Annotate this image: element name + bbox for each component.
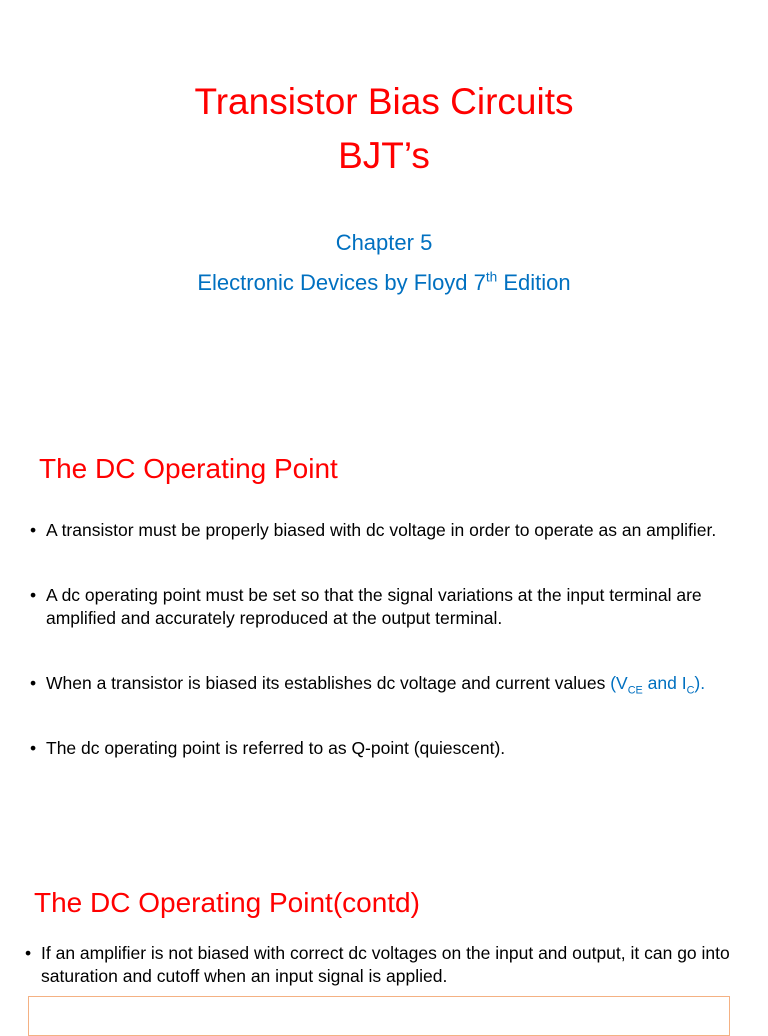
bullet-item bbox=[30, 519, 746, 542]
formula-sub-ce: CE bbox=[627, 684, 643, 697]
book-title-suffix: Edition bbox=[497, 270, 571, 295]
book-title-sup: th bbox=[485, 269, 498, 285]
bullet-item bbox=[30, 672, 746, 695]
formula-paren: (V bbox=[610, 673, 628, 693]
bullet-text: A dc operating point must be set so that the signal variations at the input terminal are amplified and accurately reproduced at the output terminal. bbox=[46, 585, 702, 628]
formula-sub-c: C bbox=[686, 684, 695, 697]
bullet-item bbox=[30, 584, 746, 630]
book-title bbox=[0, 270, 768, 296]
diagram-frame bbox=[28, 996, 730, 1036]
bullet-item bbox=[30, 737, 746, 760]
section-heading-dc-operating-point: The DC Operating Point bbox=[39, 453, 338, 484]
bullet-list-1 bbox=[30, 519, 746, 760]
title-line-2: BJT’s bbox=[338, 135, 430, 176]
formula-and: and I bbox=[642, 673, 687, 693]
title-line-1: Transistor Bias Circuits bbox=[194, 81, 574, 122]
bullet-dot: • bbox=[30, 520, 37, 540]
bullet-text: If an amplifier is not biased with correct dc voltages on the input and output, it can go into saturation and cutoff when an input signal is applied. bbox=[41, 943, 730, 986]
chapter-label: Chapter 5 bbox=[335, 230, 433, 255]
bullet-item bbox=[25, 942, 749, 988]
formula-close: ). bbox=[694, 673, 706, 693]
bullet-list-2 bbox=[25, 942, 749, 988]
bullet-dot: • bbox=[25, 943, 32, 963]
formula-vce bbox=[610, 673, 706, 697]
bullet-dot: • bbox=[30, 738, 37, 758]
bullet-text: The dc operating point is referred to as Q-point (quiescent). bbox=[46, 738, 506, 758]
section-heading-dc-operating-point-contd: The DC Operating Point(contd) bbox=[34, 887, 420, 918]
book-title-text: Electronic Devices by Floyd 7 bbox=[197, 270, 486, 295]
bullet-dot: • bbox=[30, 585, 37, 605]
bullet-text: When a transistor is biased its establishes dc voltage and current values bbox=[46, 673, 611, 693]
bullet-text: A transistor must be properly biased with dc voltage in order to operate as an amplifier. bbox=[46, 520, 717, 540]
bullet-dot: • bbox=[30, 673, 37, 693]
